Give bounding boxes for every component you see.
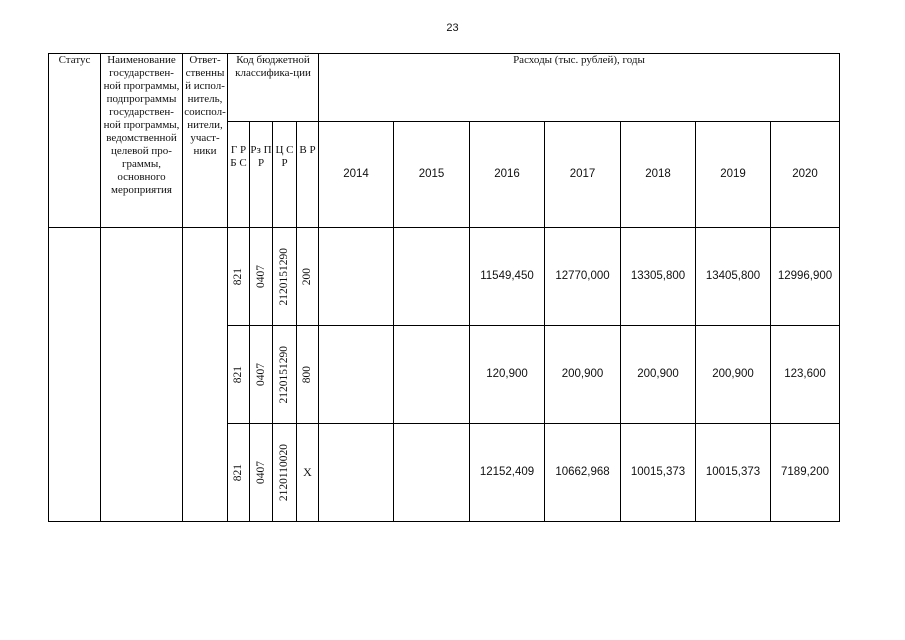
grbs-cell <box>228 326 250 424</box>
rzpr-cell <box>250 326 273 424</box>
grbs-value: 821 <box>232 365 244 384</box>
value-cell: 13305,800 <box>621 228 696 326</box>
header-rzpr: Рз П Р <box>250 122 273 228</box>
value-cell <box>394 326 470 424</box>
csr-cell <box>273 228 297 326</box>
budget-table <box>48 53 840 522</box>
grbs-cell <box>228 228 250 326</box>
vr-cell <box>297 326 319 424</box>
vr-value: 200 <box>301 267 313 286</box>
rzpr-cell <box>250 228 273 326</box>
value-cell: 10015,373 <box>696 424 771 522</box>
value-cell: 13405,800 <box>696 228 771 326</box>
value-cell: 7189,200 <box>771 424 840 522</box>
value-cell: 12152,409 <box>470 424 545 522</box>
rzpr-cell <box>250 424 273 522</box>
csr-cell <box>273 424 297 522</box>
grbs-value: 821 <box>232 267 244 286</box>
page-number: 23 <box>446 22 459 34</box>
header-csr: Ц С Р <box>273 122 297 228</box>
value-cell: 200,900 <box>545 326 621 424</box>
value-cell: 200,900 <box>696 326 771 424</box>
grbs-value: 821 <box>232 463 244 482</box>
value-cell: 200,900 <box>621 326 696 424</box>
year-2014: 2014 <box>319 122 394 228</box>
grbs-cell <box>228 424 250 522</box>
responsible-cell <box>183 228 228 522</box>
year-2016: 2016 <box>470 122 545 228</box>
year-2019: 2019 <box>696 122 771 228</box>
year-2017: 2017 <box>545 122 621 228</box>
rzpr-value: 0407 <box>254 265 267 288</box>
rzpr-value: 0407 <box>254 461 267 484</box>
vr-value: 800 <box>301 365 313 384</box>
year-2015: 2015 <box>394 122 470 228</box>
value-cell <box>319 228 394 326</box>
header-name: Наименование государствен-ной программы, подпрограммы государствен-ной программы, ведомственной целевой про-граммы, основного мероприятия <box>101 54 183 228</box>
header-vr: В Р <box>297 122 319 228</box>
value-cell: 12996,900 <box>771 228 840 326</box>
value-cell: 10662,968 <box>545 424 621 522</box>
csr-value: 2120151290 <box>278 247 290 306</box>
value-cell <box>319 424 394 522</box>
header-status: Статус <box>49 54 101 228</box>
value-cell <box>394 424 470 522</box>
csr-cell <box>273 326 297 424</box>
rzpr-value: 0407 <box>254 363 267 386</box>
name-cell <box>101 228 183 522</box>
value-cell: 11549,450 <box>470 228 545 326</box>
vr-cell: X <box>297 424 319 522</box>
value-cell <box>319 326 394 424</box>
header-responsible: Ответ-ственны й испол-нитель, соиспол-нители, участ-ники <box>183 54 228 228</box>
value-cell: 12770,000 <box>545 228 621 326</box>
header-grbs: Г Р Б С <box>228 122 250 228</box>
header-expenses: Расходы (тыс. рублей), годы <box>319 54 840 122</box>
year-2018: 2018 <box>621 122 696 228</box>
csr-value: 2120110020 <box>278 443 290 502</box>
table-row <box>49 228 840 326</box>
value-cell <box>394 228 470 326</box>
status-cell <box>49 228 101 522</box>
year-2020: 2020 <box>771 122 840 228</box>
value-cell: 120,900 <box>470 326 545 424</box>
header-code: Код бюджетной классифика-ции <box>228 54 319 122</box>
vr-cell <box>297 228 319 326</box>
value-cell: 123,600 <box>771 326 840 424</box>
value-cell: 10015,373 <box>621 424 696 522</box>
csr-value: 2120151290 <box>278 345 290 404</box>
